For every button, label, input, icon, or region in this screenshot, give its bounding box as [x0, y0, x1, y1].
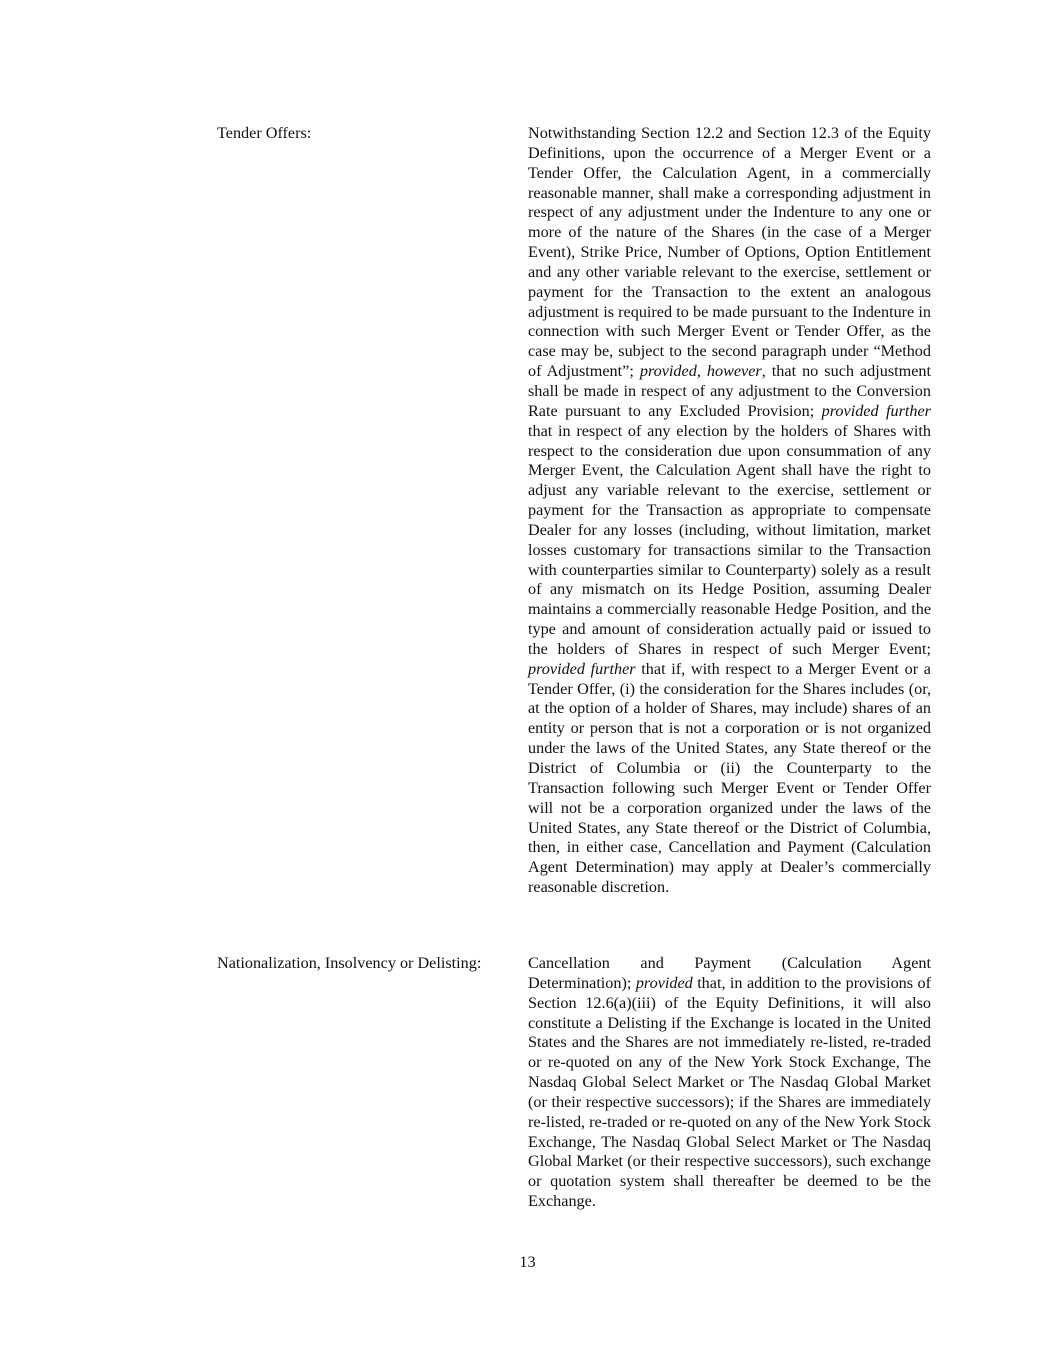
- page-number: 13: [519, 1253, 536, 1271]
- term-body: [528, 124, 931, 898]
- text-segment: that in respect of any election by the holders of Shares with respect to the consideration due upon consummation of any Merger Event, the Calculation Agent shall have the right to adjust any variable relevant to the exercise, settlement or payment for the Transaction as appropriate to compensate Dealer for any losses (including, without limitation, market losses customary for transactions similar to the Transaction with counterparties similar to Counterparty) solely as a result of any mismatch on its Hedge Position, assuming Dealer maintains a commercially reasonable Hedge Position, and the type and amount of consideration actually paid or issued to the holders of Shares in respect of such Merger Event;: [528, 421, 931, 658]
- italic-text-segment: provided further: [528, 659, 636, 678]
- text-segment: Cancellation and Payment (Calculation Agent Determination);: [528, 954, 931, 992]
- italic-text-segment: provided further: [821, 401, 931, 420]
- term-body: [528, 954, 931, 1212]
- text-segment: that, in addition to the provisions of Section 12.6(a)(iii) of the Equity Definitions, it will also constitute a Delisting if the Exchange is located in the United States and the Shares are not immediately re-listed, re-traded or re-quoted on any of the New York Stock Exchange, The Nasdaq Global Select Market or The Nasdaq Global Market (or their respective successors); if the Shares are immediately re-listed, re-traded or re-quoted on any of the New York Stock Exchange, The Nasdaq Global Select Market or The Nasdaq Global Market (or their respective successors), such exchange or quotation system shall thereafter be deemed to be the Exchange.: [528, 973, 931, 1211]
- italic-text-segment: provided: [639, 362, 697, 381]
- text-segment: that if, with respect to a Merger Event or a Tender Offer, (i) the consideration for the Shares includes (or, at the option of a holder of Shares, may include) shares of an entity or person that is not a corporation or is not organized under the laws of the United States, any State thereof or the District of Columbia or (ii) the Counterparty to the Transaction following such Merger Event or Tender Offer will not be a corporation organized under the laws of the United States, any State thereof or the District of Columbia, then, in either case, Cancellation and Payment (Calculation Agent Determination) may apply at Dealer’s commercially reasonable discretion.: [528, 659, 931, 897]
- term-label: Tender Offers:: [217, 124, 312, 142]
- term-body-paragraph: [528, 954, 931, 1212]
- text-segment: , that no such adjustment shall be made in respect of any adjustment to the Conversion Rate pursuant to any Excluded Provision;: [528, 362, 932, 420]
- italic-text-segment: however: [706, 362, 762, 381]
- text-segment: ,: [696, 362, 707, 381]
- term-label: Nationalization, Insolvency or Delisting:: [217, 954, 482, 972]
- term-body-paragraph: [528, 124, 931, 898]
- text-segment: Notwithstanding Section 12.2 and Section 12.3 of the Equity Definitions, upon the occurrence of a Merger Event or a Tender Offer, the Calculation Agent, in a commercially reasonable manner, shall make a corresponding adjustment in respect of any adjustment under the Indenture to any one or more of the nature of the Shares (in the case of a Merger Event), Strike Price, Number of Options, Option Entitlement and any other variable relevant to the exercise, settlement or payment for the Transaction to the extent an analogous adjustment is required to be made pursuant to the Indenture in connection with such Merger Event or Tender Offer, as the case may be, subject to the second paragraph under “Method of Adjustment”;: [528, 124, 931, 381]
- italic-text-segment: provided: [635, 973, 693, 992]
